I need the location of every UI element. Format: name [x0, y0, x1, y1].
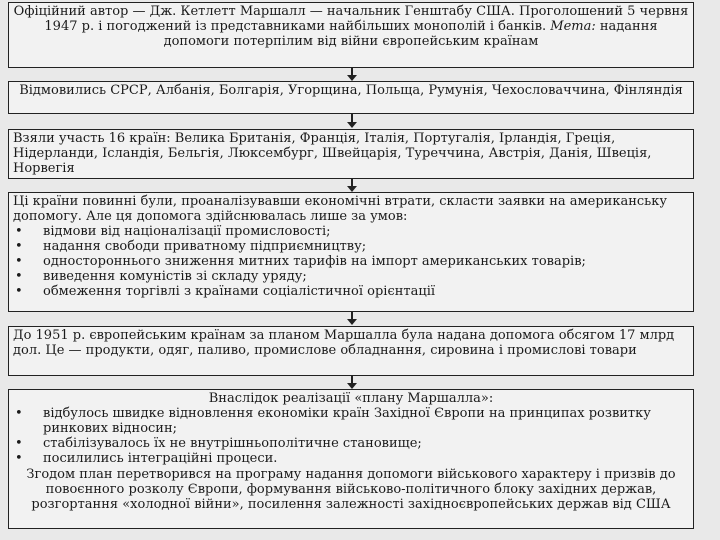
- author-text: Офіційний автор — Дж. Кетлетт Маршалл — начальник Генштабу США. Проголошений 5 червня 1947 р. і погоджений із представниками найбільших монополій і банків.: [13, 4, 689, 34]
- arrow-4: [346, 312, 358, 326]
- participants-text: Взяли участь 16 країн: Велика Британія, Франція, Італія, Португалія, Ірландія, Греція, Нідерланди, Ісландія, Бельгія, Люксембург, Швейцарія, Туреччина, Австрія, Данія, Швеція, Норвегія: [13, 131, 652, 176]
- arrow-1: [346, 68, 358, 81]
- goal-label: Мета:: [550, 19, 596, 34]
- refused-countries-box: [8, 81, 694, 114]
- bullet-icon: •: [15, 284, 23, 299]
- aid-volume-box: [8, 326, 694, 376]
- bullet-icon: •: [15, 239, 23, 254]
- list-item: • посилились інтеграційні процеси.: [15, 451, 278, 466]
- bullet-icon: •: [15, 406, 23, 421]
- list-item: • надання свободи приватному підприємництву;: [15, 239, 367, 254]
- list-item: • одностороннього зниження митних тарифів на імпорт американських товарів;: [15, 254, 586, 269]
- list-item: • відбулось швидке відновлення економіки країн Західної Європи на принципах розвитку ринкових відносин;: [15, 406, 651, 436]
- list-item: • виведення комуністів зі складу уряду;: [15, 269, 307, 284]
- bullet-icon: •: [15, 224, 23, 239]
- refused-countries-text: Відмовились СРСР, Албанія, Болгарія, Угорщина, Польща, Румунія, Чехословаччина, Фінляндія: [19, 83, 683, 98]
- conditions-intro: Ці країни повинні були, проаналізувавши економічні втрати, скласти заявки на американську допомогу. Але ця допомога здійснювалась лише за умов:: [13, 194, 667, 224]
- results-conclusion: Згодом план перетворився на програму надання допомоги військового характеру і призвів до повоєнного розколу Європи, формування військово-політичного блоку західних держав, розгортання «холодної війни», посилення залежності західноєвропейських держав від США: [26, 467, 676, 512]
- bullet-icon: •: [15, 269, 23, 284]
- conditions-box: [8, 192, 694, 312]
- author-box: [8, 2, 694, 68]
- arrow-3: [346, 179, 358, 192]
- arrow-5: [346, 376, 358, 389]
- bullet-icon: •: [15, 436, 23, 451]
- list-item: • стабілізувалось їх не внутрішньополітичне становище;: [15, 436, 422, 451]
- participants-box: [8, 129, 694, 179]
- list-item: • обмеження торгівлі з країнами соціалістичної орієнтації: [15, 284, 436, 299]
- bullet-icon: •: [15, 451, 23, 466]
- conditions-list: [13, 224, 689, 299]
- results-heading: Внаслідок реалізації «плану Маршалла»:: [208, 391, 494, 406]
- list-item: • відмови від націоналізації промисловості;: [15, 224, 331, 239]
- results-box: [8, 389, 694, 529]
- arrow-2: [346, 114, 358, 129]
- goal-text: надання допомоги потерпілим від війни європейським країнам: [163, 19, 658, 49]
- results-list: [13, 406, 689, 466]
- bullet-icon: •: [15, 254, 23, 269]
- aid-volume-text: До 1951 р. європейським країнам за планом Маршалла була надана допомога обсягом 17 млрд дол. Це — продукти, одяг, паливо, промислове обладнання, сировина і промислові товари: [13, 328, 675, 358]
